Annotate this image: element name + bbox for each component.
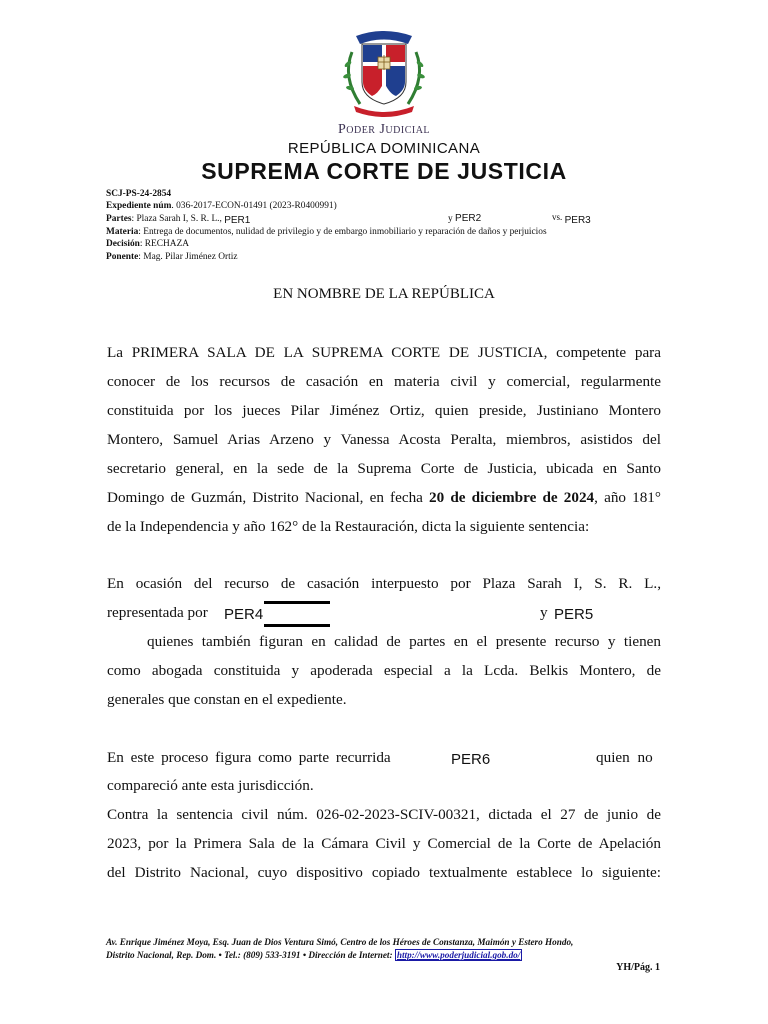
p1-line-6 xyxy=(107,483,661,512)
expediente-label: Expediente núm xyxy=(106,201,172,211)
page-number: YH/Pág. 1 xyxy=(616,962,660,973)
coat-of-arms-logo xyxy=(338,22,430,122)
partes-y xyxy=(448,213,481,225)
case-code-value: SCJ-PS-24-2854 xyxy=(106,189,172,199)
footer-line-1: Av. Enrique Jiménez Moya, Esq. Juan de Dios Ventura Simó, Centro de los Héroes de Constanza, Maimón y Estero Hondo, xyxy=(106,937,574,947)
vs-connector: vs. xyxy=(552,212,563,222)
ponente-label: Ponente xyxy=(106,252,139,262)
materia-label: Materia xyxy=(106,227,139,237)
p2-line-5: generales que constan en el expediente. xyxy=(107,691,347,708)
materia-value: : Entrega de documentos, nulidad de privilegio y de embargo inmobiliario y reparación de daños y perjuicios xyxy=(138,227,547,237)
materia-line xyxy=(106,226,666,238)
expediente-value: . 036-2017-ECON-01491 (2023-R0400991) xyxy=(171,201,337,211)
p3-line-1b: quien no xyxy=(596,749,653,766)
decision-value: : RECHAZA xyxy=(139,239,190,249)
p3-line-3: Contra la sentencia civil núm. 026-02-2023-SCIV-00321, dictada el 27 de junio de xyxy=(107,806,661,823)
p2-y-connector: y xyxy=(540,604,548,621)
website-link[interactable]: http://www.poderjudicial.gob.do/ xyxy=(396,950,521,960)
y-connector: y xyxy=(448,214,453,224)
partes-label: Partes xyxy=(106,214,132,224)
per4-placeholder: PER4 xyxy=(224,606,264,623)
paragraph-3 xyxy=(107,771,661,887)
paragraph-2-cont xyxy=(147,627,661,656)
per2-placeholder: PER2 xyxy=(455,213,482,224)
p1-line-4: Montero, Samuel Arias Arzeno y Vanessa Acosta Peralta, miembros, asistidos del xyxy=(107,431,661,448)
p2-line-4: como abogada constituida y apoderada especial a la Lcda. Belkis Montero, de xyxy=(107,662,661,679)
poder-judicial-logotype: Poder Judicial xyxy=(337,122,431,137)
paragraph-2-rest xyxy=(107,656,661,714)
footer-line-2 xyxy=(106,949,662,962)
expediente-line xyxy=(106,200,337,212)
republica-title: REPÚBLICA DOMINICANA xyxy=(287,140,481,157)
decision-line xyxy=(106,238,189,250)
per1-placeholder: PER1 xyxy=(224,215,251,226)
p2-line-2a: representada por xyxy=(107,604,208,621)
p3-line-1a: En este proceso figura como parte recurrida xyxy=(107,749,391,766)
per3-placeholder: PER3 xyxy=(564,215,591,226)
p2-line-3: quienes también figuran en calidad de partes en el presente recurso y tienen xyxy=(147,633,661,650)
p1-line-6c: , año 181° xyxy=(594,489,661,506)
paragraph-1 xyxy=(107,338,661,541)
p1-line-6a: Domingo de Guzmán, Distrito Nacional, en fecha xyxy=(107,489,430,506)
court-title: SUPREMA CORTE DE JUSTICIA xyxy=(201,158,567,184)
section-heading: EN NOMBRE DE LA REPÚBLICA xyxy=(273,286,495,302)
footer-address xyxy=(106,936,662,962)
case-code xyxy=(106,188,171,200)
p3-line-4: 2023, por la Primera Sala de la Cámara Civil y Comercial de la Corte de Apelación xyxy=(107,835,661,852)
p3-line-5: del Distrito Nacional, cuyo dispositivo copiado textualmente establece lo siguiente: xyxy=(107,864,661,881)
p1-line-7: de la Independencia y año 162° de la Restauración, dicta la siguiente sentencia: xyxy=(107,518,590,535)
p1-line-2: conocer de los recursos de casación en materia civil y comercial, regularmente xyxy=(107,373,661,390)
redaction-bar-top xyxy=(264,601,330,604)
per6-placeholder: PER6 xyxy=(451,751,491,768)
partes-value: : Plaza Sarah I, S. R. L., xyxy=(131,214,222,224)
p1-line-1: La PRIMERA SALA DE LA SUPREMA CORTE DE JUSTICIA, competente para xyxy=(107,344,661,361)
p2-line-1: En ocasión del recurso de casación interpuesto por Plaza Sarah I, S. R. L., xyxy=(107,575,661,592)
partes-vs xyxy=(552,211,591,227)
p3-line-2: compareció ante esta jurisdicción. xyxy=(107,777,314,794)
ponente-value: : Mag. Pilar Jiménez Ortiz xyxy=(138,252,238,262)
paragraph-2 xyxy=(107,569,661,598)
decision-label: Decisión xyxy=(106,239,140,249)
p1-line-3: constituida por los jueces Pilar Jiménez Ortiz, quien preside, Justiniano Montero xyxy=(107,402,661,419)
sentence-date: 20 de diciembre de 2024 xyxy=(429,489,595,506)
footer-contact: Distrito Nacional, Rep. Dom. • Tel.: (809) 533-3191 • Dirección de Internet: xyxy=(106,950,395,960)
ponente-line xyxy=(106,251,238,263)
p1-line-5: secretario general, en la sede de la Suprema Corte de Justicia, ubicada en Santo xyxy=(107,460,661,477)
per5-placeholder: PER5 xyxy=(554,606,594,623)
